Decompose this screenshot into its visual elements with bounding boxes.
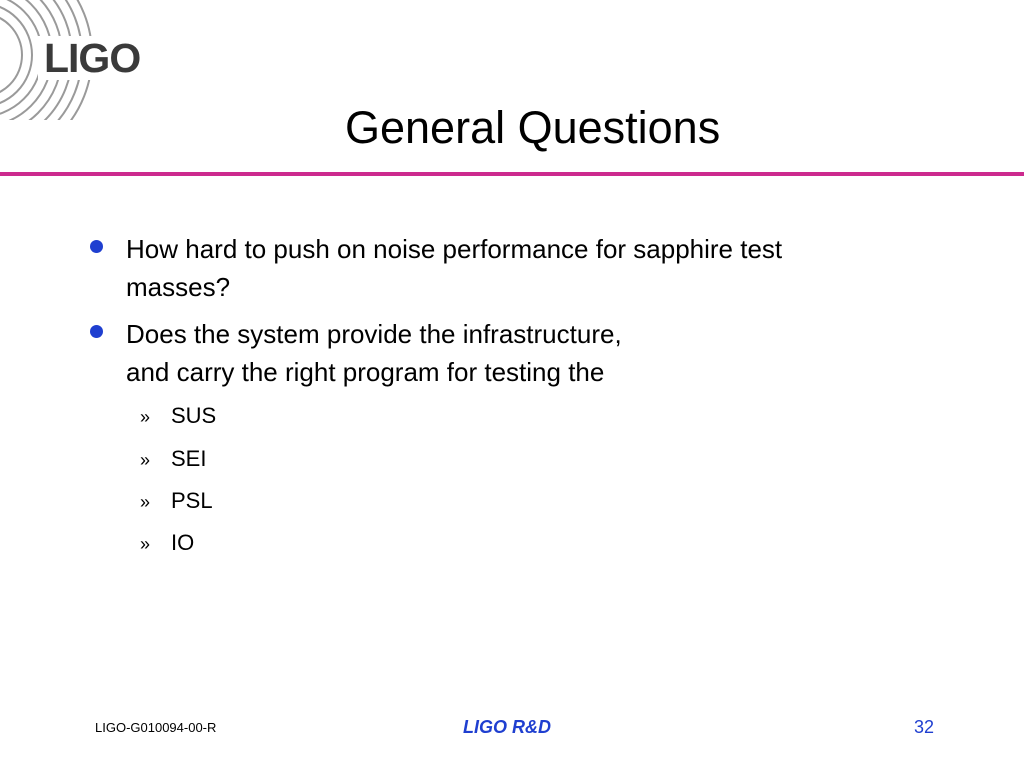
title-divider [0,172,1024,176]
ligo-logo-text: LIGO [44,35,141,81]
bullet-text: How hard to push on noise performance for sapphire test masses? [126,234,783,302]
double-chevron-icon: » [140,407,151,427]
bullet-dot-icon [90,240,103,253]
footer-document-id: LIGO-G010094-00-R [95,720,217,735]
footer-center-label: LIGO R&D [463,717,551,737]
bullet-dot-icon [90,325,103,338]
sub-item-label: IO [171,530,195,555]
double-chevron-icon: » [140,492,151,512]
slide-title: General Questions [345,102,721,153]
footer-page-number: 32 [914,717,935,737]
double-chevron-icon: » [140,534,151,554]
sub-item-label: SUS [171,403,217,428]
sub-item-label: SEI [171,446,207,471]
bullet-item [90,230,950,310]
double-chevron-icon: » [140,450,151,470]
sub-item-label: PSL [171,488,213,513]
bullet-text: Does the system provide the infrastructure, and carry the right program for testing the [126,319,622,387]
bullet-item [90,315,950,395]
